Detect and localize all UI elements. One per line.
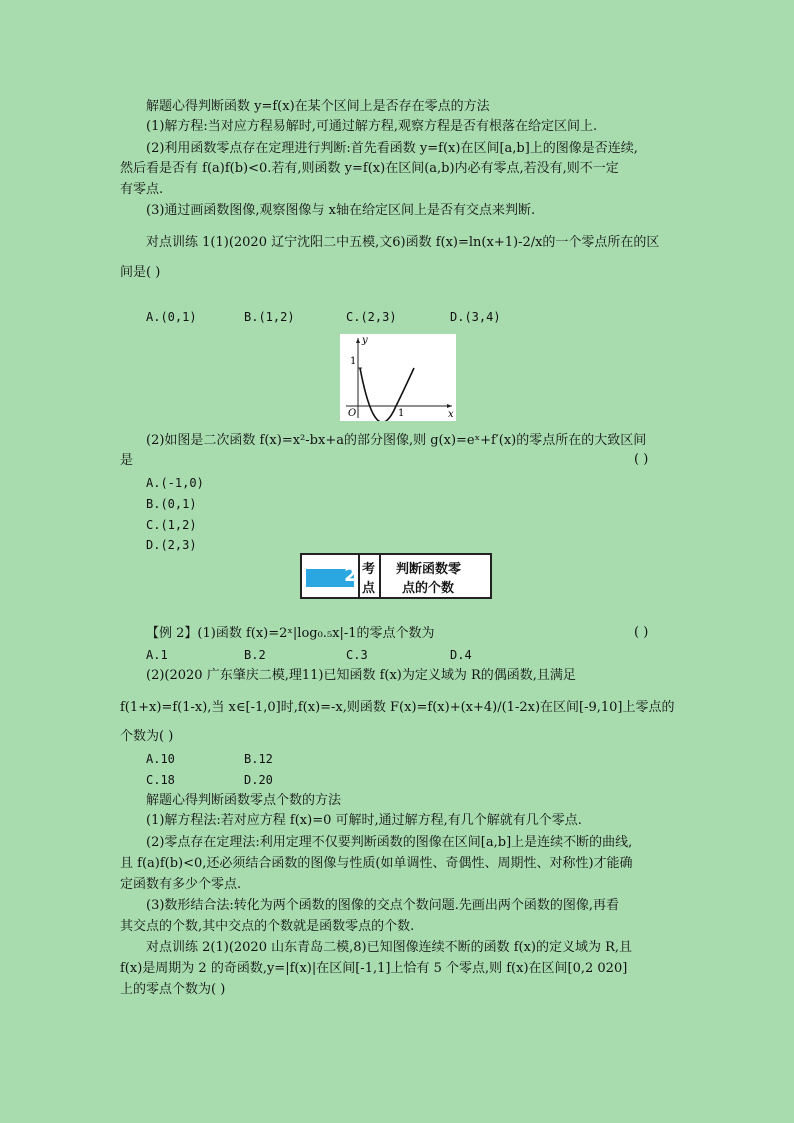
section2-point-1: (1)解方程法:若对应方程 f(x)=0 可解时,通过解方程,有几个解就有几个零点. — [146, 813, 582, 828]
example2-question-2-end: 个数为( ) — [120, 729, 174, 744]
train1-q2-option-c: C.(1,2) — [146, 518, 197, 532]
example2-option-a: A.1 — [146, 648, 168, 662]
banner-kaodian-2: 点 — [362, 581, 376, 596]
section1-title: 解题心得判断函数 y=f(x)在某个区间上是否存在零点的方法 — [146, 99, 490, 114]
example2-question-1: 【例 2】(1)函数 f(x)=2ˣ|log₀.₅x|-1的零点个数为 — [146, 626, 435, 641]
train1-option-d: D.(3,4) — [450, 310, 501, 324]
banner-kaodian-1: 考 — [362, 562, 376, 577]
x-axis-label: x — [448, 409, 454, 420]
section2-point-2a: (2)零点存在定理法:利用定理不仅要判断函数的图像在区间[a,b]上是连续不断的曲线, — [146, 835, 633, 850]
section1-point-2c: 有零点. — [120, 182, 164, 197]
banner-number: 2 — [344, 564, 358, 586]
section1-point-3: (3)通过画函数图像,观察图像与 x轴在给定区间上是否有交点来判断. — [146, 203, 536, 218]
train1-q2-option-b: B.(0,1) — [146, 497, 197, 511]
answer-paren: ( ) — [634, 452, 649, 467]
banner-divider-2 — [379, 555, 381, 597]
banner-divider — [358, 555, 360, 597]
parabola-curve — [360, 368, 414, 421]
train1-question-2-cont: 是 — [120, 453, 134, 468]
train1-q2-option-d: D.(2,3) — [146, 538, 197, 552]
section2-point-3a: (3)数形结合法:转化为两个函数的图像的交点个数问题.先画出两个函数的图像,再看 — [146, 898, 620, 913]
train1-question-1-cont: 间是( ) — [120, 265, 161, 280]
topic-banner — [300, 553, 492, 599]
y-arrow — [356, 338, 360, 343]
section2-point-2b: 且 f(a)f(b)<0,还必须结合函数的图像与性质(如单调性、奇偶性、周期性、对称性)才能确 — [120, 856, 633, 871]
x-tick-label: 1 — [398, 408, 405, 419]
example2-option-d: D.4 — [450, 648, 472, 662]
banner-title-1: 判断函数零 — [396, 562, 462, 577]
train1-option-b: B.(1,2) — [244, 310, 295, 324]
section2-point-3b: 其交点的个数,其中交点的个数就是函数零点的个数. — [120, 919, 415, 934]
origin-label: O — [348, 408, 357, 419]
y-tick-label: 1 — [350, 356, 357, 367]
banner-title-2: 点的个数 — [402, 581, 455, 596]
train1-option-a: A.(0,1) — [146, 310, 197, 324]
train2-question-1-end: 上的零点个数为( ) — [120, 982, 226, 997]
example2-q2-option-c: C.18 — [146, 773, 175, 787]
example2-question-2: (2)(2020 广东肇庆二模,理11)已知函数 f(x)为定义域为 R的偶函数,且满足 — [146, 668, 576, 683]
example2-q2-option-d: D.20 — [244, 773, 273, 787]
section2-point-2c: 定函数有多少个零点. — [120, 877, 242, 892]
parabola-graph — [340, 334, 456, 421]
example2-q2-option-b: B.12 — [244, 752, 273, 766]
example2-question-2-cont: f(1+x)=f(1-x),当 x∈[-1,0]时,f(x)=-x,则函数 F(x)=f(x)+(x+4)/(1-2x)在区间[-9,10]上零点的 — [120, 700, 675, 715]
train1-option-c: C.(2,3) — [346, 310, 397, 324]
section1-point-1: (1)解方程:当对应方程易解时,可通过解方程,观察方程是否有根落在给定区间上. — [146, 119, 598, 134]
train1-q2-option-a: A.(-1,0) — [146, 476, 204, 490]
train2-question-1: 对点训练 2(1)(2020 山东青岛二模,8)已知图像连续不断的函数 f(x)的定义域为 R,且 — [146, 940, 633, 955]
section1-point-2b: 然后看是否有 f(a)f(b)<0.若有,则函数 y=f(x)在区间(a,b)内必有零点,若没有,则不一定 — [120, 161, 619, 176]
answer-paren: ( ) — [634, 625, 649, 640]
y-axis-label: y — [362, 335, 368, 346]
train2-question-1-cont: f(x)是周期为 2 的奇函数,y=|f(x)|在区间[-1,1]上恰有 5 个零点,则 f(x)在区间[0,2 020] — [120, 961, 628, 976]
example2-option-c: C.3 — [346, 648, 368, 662]
example2-q2-option-a: A.10 — [146, 752, 175, 766]
train1-question-2: (2)如图是二次函数 f(x)=x²-bx+a的部分图像,则 g(x)=eˣ+f′(x)的零点所在的大致区间 — [146, 433, 647, 448]
section1-point-2a: (2)利用函数零点存在定理进行判断:首先看函数 y=f(x)在区间[a,b]上的图像是否连续, — [146, 141, 638, 156]
x-arrow — [447, 404, 452, 408]
section2-title: 解题心得判断函数零点个数的方法 — [146, 793, 342, 808]
example2-option-b: B.2 — [244, 648, 266, 662]
train1-question-1: 对点训练 1(1)(2020 辽宁沈阳二中五模,文6)函数 f(x)=ln(x+1)-2/x的一个零点所在的区 — [146, 235, 660, 250]
